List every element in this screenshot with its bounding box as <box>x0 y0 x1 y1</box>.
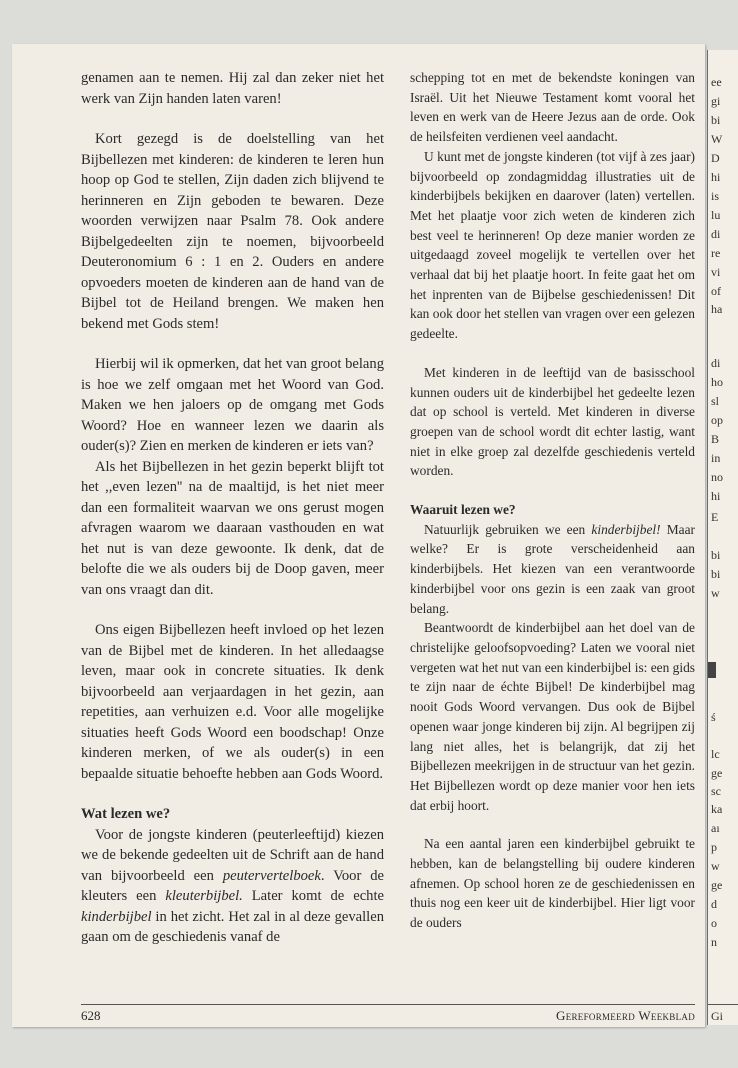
adjacent-page-fragment: bi <box>711 113 721 127</box>
adjacent-page-fragment: no <box>711 470 723 484</box>
adjacent-page-fragment: w <box>711 586 720 600</box>
adjacent-page-fragment: hi <box>711 489 721 503</box>
adjacent-page-fragment: E <box>711 510 719 524</box>
adjacent-page-fragment: in <box>711 451 721 465</box>
adjacent-page-fragment: bi <box>711 567 721 581</box>
paragraph: Na een aantal jaren een kinderbijbel gebruikt te hebben, kan de belangstelling bij oudere kinderen afnemen. Op school horen ze de geschiedenissen en thuis nog een keer uit de kinderbijbel. Hier ligt voor de ouders <box>410 836 695 931</box>
adjacent-page-fragment: p <box>711 840 717 854</box>
paragraph: Hierbij wil ik opmerken, dat het van groot belang is hoe we zelf omgaan met het Woord van God. Maken we hen jaloers op de omgang met Gods Woord? Hoe en wanneer lezen we daarin als ouder(s)? Zien en merken de kinderen er iets van? <box>81 356 384 454</box>
text-run: Maar welke? Er is grote verscheidenheid aan kinderbijbels. Het kiezen van een verantwoorde kinderbijbel voor ons gezin is een zaak van groot belang. <box>410 521 696 616</box>
adjacent-page-fragment: sl <box>711 394 720 408</box>
italic-term: kinderbijbel <box>81 908 152 925</box>
paragraph <box>410 520 695 619</box>
text-run: Voor de jongste kinderen (peuterleeftijd) kiezen we de bekende gedeelten uit de Schrift aan de hand van bijvoorbeeld een <box>81 826 384 884</box>
italic-term: kinderbijbel! <box>591 521 661 537</box>
adjacent-page-fragment: hi <box>711 170 721 184</box>
adjacent-page-fragment: D <box>711 151 720 165</box>
right-column <box>410 68 695 933</box>
adjacent-page-fragment: re <box>711 246 721 260</box>
adjacent-page-fragment: gi <box>711 94 721 108</box>
paragraph: schepping tot en met de bekendste koningen van Israël. Uit het Nieuwe Testament komt vooral het leven en werk van de Heere Jezus aan de orde. Ook de heilsfeiten verdienen veel aandacht. <box>410 70 695 145</box>
footer-rule <box>81 1004 695 1005</box>
page-number: 628 <box>81 1008 101 1023</box>
adjacent-page-fragment: o <box>711 916 717 930</box>
adjacent-page-fragment: ge <box>711 878 723 892</box>
adjacent-page-fragment: ho <box>711 375 723 389</box>
adjacent-page-fragment: d <box>711 897 717 911</box>
text-run: in het zicht. Het zal in al deze gevallen gaan om de geschiedenis vanaf de <box>81 908 384 945</box>
paragraph: Beantwoordt de kinderbijbel aan het doel van de christelijke geloofsopvoeding? Laten we vooral niet vergeten wat het nut van een kinderbijbel is: een gids te zijn naar de échte Bijbel! De kinderbijbel mag nooit Gods Woord vervangen. Dus ook de Bijbel openen waar jonge kinderen bij zijn. Al begrijpen zij lang niet alles, het is belangrijk, dat zij het Bijbellezen meekrijgen in de structuur van het gezin. Het Bijbellezen wordt op deze manier voor hen iets dat erbij hoort. <box>410 620 695 813</box>
text-run: Later komt de echte <box>242 888 385 904</box>
adjacent-page-fragment: is <box>711 189 720 203</box>
left-column <box>81 68 384 948</box>
adjacent-page-fragment: lc <box>711 747 720 761</box>
adjacent-page-fragment: ee <box>711 75 722 89</box>
paragraph: Ons eigen Bijbellezen heeft invloed op het lezen van de Bijbel met de kinderen. In het alledaagse leven, maar ook in concrete situaties. Ik denk bijvoorbeeld aan verjaardagen in het gezin, aan repetities, aan verhuizen e.d. Voor alle mogelijke situaties heeft Gods Woord een boodschap! Onze kinderen merken, of we als ouder(s) in een bepaalde situatie behoefte hebben aan Gods Woord. <box>81 622 384 782</box>
adjacent-page-fragment: ś <box>711 710 716 724</box>
paragraph: genamen aan te nemen. Hij zal dan zeker niet het werk van Zijn handen laten varen! <box>81 70 384 107</box>
paragraph: Kort gezegd is de doelstelling van het Bijbellezen met kinderen: de kinderen te leren hun hoop op God te stellen, Zijn daden zich blijvend te herinneren en Zijn geboden te bewaren. Deze woorden verwijzen naar Psalm 78. Ook andere Bijbelgedeelten zijn te noemen, bijvoorbeeld Deuteronomium 6 : 1 en 2. Ouders en andere opvoeders moeten de kinderen aan de hand van de Bijbel tot de Heiland brengen. We maken hen bekend met Gods stem! <box>81 131 384 332</box>
adjacent-page-fragment: W <box>711 132 723 146</box>
section-heading: Wat lezen we? <box>81 806 171 822</box>
adjacent-page-fragment: op <box>711 413 723 427</box>
adjacent-page-fragment: di <box>711 227 721 241</box>
italic-term: kleuterbijbel. <box>165 888 243 904</box>
adjacent-page-edge <box>707 50 738 1025</box>
paragraph <box>81 825 384 948</box>
section-heading: Waaruit lezen we? <box>410 502 516 518</box>
adjacent-page-fragment: lu <box>711 208 721 222</box>
paragraph: Als het Bijbellezen in het gezin beperkt blijft tot het ,,even lezen'' na de maaltijd, is het niet meer dan een formaliteit waarvan we ons gerust mogen afvragen waarom we daaraan vasthouden en wat het nut is van deze gewoonte. Ik denk, dat de belofte die we als ouders bij de Doop gaven, meer van ons vraagt dan dit. <box>81 458 384 598</box>
paragraph: Met kinderen in de leeftijd van de basisschool kunnen ouders uit de kinderbijbel het gedeelte lezen dat op school is verteld. Met kinderen in diverse groepen van de school wordt dit echter lastig, want niet in elke groep zal dezelfde geschiedenis verteld worden. <box>410 364 695 479</box>
adjacent-page-marker <box>708 662 716 678</box>
running-head: Gereformeerd Weekblad <box>556 1008 695 1023</box>
adjacent-page-fragment: ge <box>711 766 723 780</box>
adjacent-page-fragment: di <box>711 356 721 370</box>
adjacent-page-fragment: vi <box>711 265 721 279</box>
adjacent-page-fragment: sc <box>711 784 721 798</box>
paragraph: U kunt met de jongste kinderen (tot vijf à zes jaar) bijvoorbeeld op zondagmiddag illustraties uit de kinderbijbels bekijken en daarover (laten) vertellen. Met het plaatje voor zich weten de kinderen zich best veel te herinneren! Op deze manier worden ze uitgedaagd zoveel mogelijk te vertellen over het verhaal dat bij het plaatje hoort. In feite gaat het om het inprenten van de Bijbelse geschiedenissen! Dit kan ook door het stellen van vragen over een gelezen gedeelte. <box>410 148 695 342</box>
adjacent-page-fragment: Gi <box>711 1009 723 1023</box>
italic-term: peutervertelboek <box>222 867 321 884</box>
adjacent-page-fragment: B <box>711 432 720 446</box>
adjacent-page-fragment: w <box>711 859 720 873</box>
text-run: Natuurlijk gebruiken we een <box>424 521 592 537</box>
adjacent-page-fragment: aı <box>711 821 720 835</box>
adjacent-page-fragment: bi <box>711 548 721 562</box>
adjacent-page-fragment: ka <box>711 802 723 816</box>
adjacent-page-fragment: of <box>711 284 721 298</box>
adjacent-page-fragment: ha <box>711 302 723 316</box>
adjacent-page-rule <box>708 1004 738 1005</box>
text-run: . Voor de kleuters een <box>81 867 384 904</box>
adjacent-page-fragment: n <box>711 935 717 949</box>
